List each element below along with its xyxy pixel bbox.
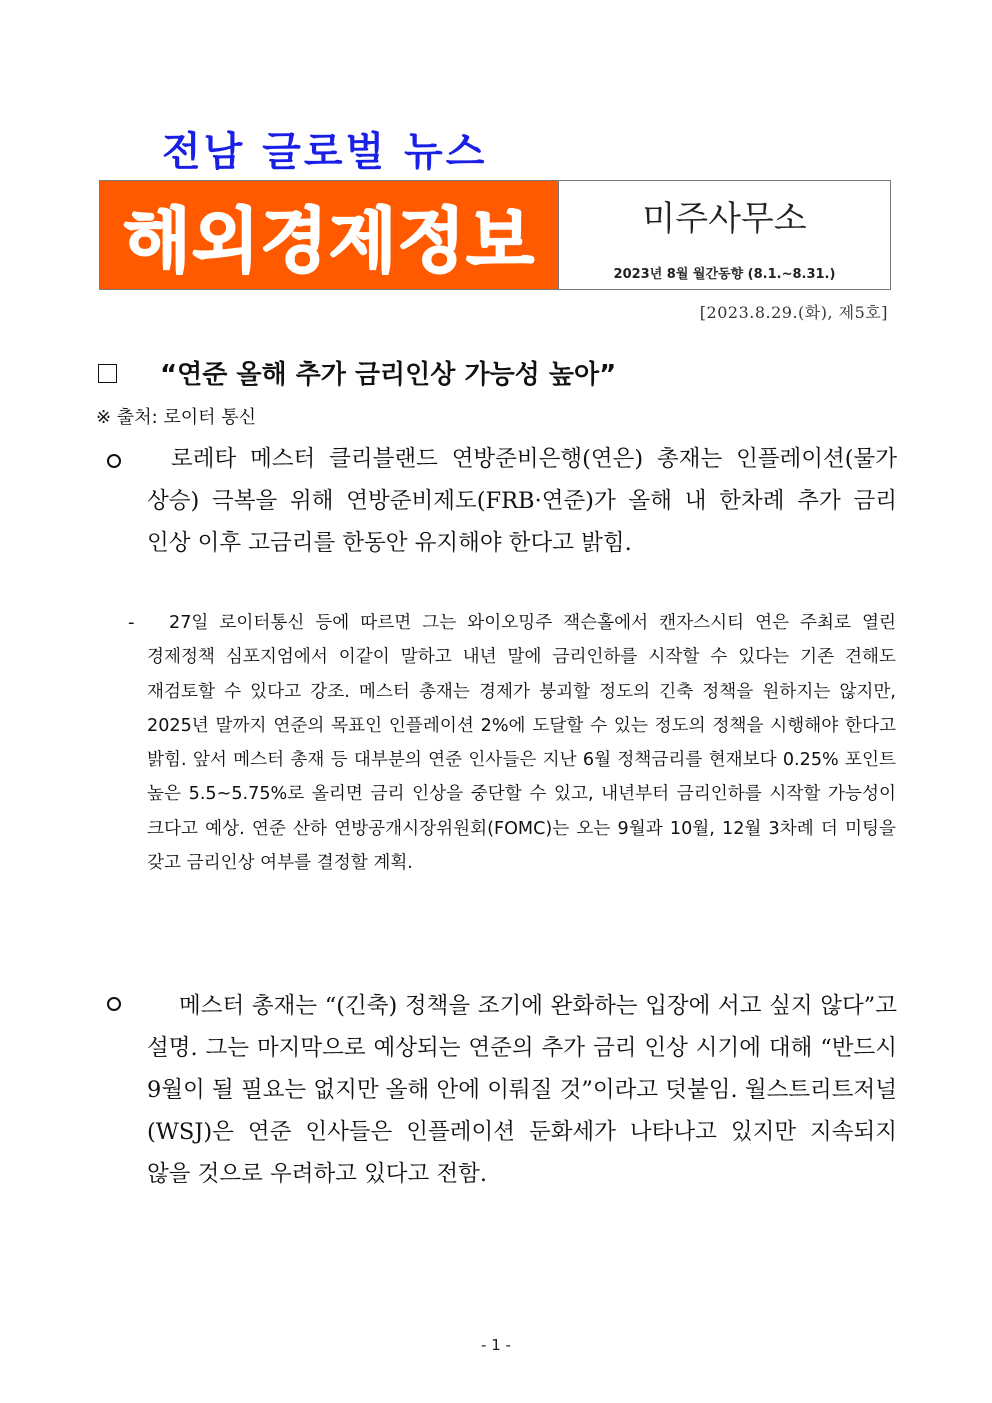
banner-title: 해외경제정보: [123, 199, 535, 282]
source-note: ※ 출처: 로이터 통신: [96, 407, 257, 428]
article-heading: [96, 355, 896, 395]
bullet-item: [105, 438, 897, 608]
report-period: 2023년 8월 월간동향 (8.1.~8.31.): [613, 267, 836, 282]
paragraph-text: 메스터 총재는 “(긴축) 정책을 조기에 완화하는 입장에 서고 싶지 않다”고 설명. 그는 마지막으로 예상되는 연준의 추가 금리 인상 시기에 대해 “반드시 9월이 될 필요는 없지만 올해 안에 이뤄질 것”이라고 덧붙임. 월스트리트저널(WSJ)은 연준 인사들은 인플레이션 둔화세가 나타나고 있지만 지속되지 않을 것으로 우려하고 있다고 전함.: [147, 993, 897, 1187]
circle-bullet-icon: [107, 454, 121, 468]
bullet-item: [105, 985, 897, 1225]
brand-title: 전남 글로벌 뉴스: [162, 129, 488, 175]
banner: [100, 181, 558, 289]
issue-info: [2023.8.29.(화), 제5호]: [699, 303, 888, 322]
page-number: - 1 -: [481, 1336, 511, 1354]
circle-bullet-icon: [107, 997, 121, 1011]
paragraph-text: 로레타 메스터 클리블랜드 연방준비은행(연은) 총재는 인플레이션(물가 상승) 극복을 위해 연방준비제도(FRB·연준)가 올해 내 한차례 추가 금리 인상 이후 고금리를 한동안 유지해야 한다고 밝힘.: [147, 446, 897, 556]
office-name: 미주사무소: [642, 199, 807, 239]
report-header: [99, 180, 891, 290]
article-title: “연준 올해 추가 금리인상 가능성 높아”: [160, 360, 617, 390]
dash-marker: -: [128, 612, 135, 633]
detail-text: 27일 로이터통신 등에 따르면 그는 와이오밍주 잭슨홀에서 캔자스시티 연은 주최로 열린 경제정책 심포지엄에서 이같이 말하고 내년 말에 금리인하를 시작할 수 있다는 기존 견해도 재검토할 수 있다고 강조. 메스터 총재는 경제가 붕괴할 정도의 긴축 정책을 원하지는 않지만, 2025년 말까지 연준의 목표인 인플레이션 2%에 도달할 수 있는 정도의 정책을 시행해야 한다고 밝힘. 앞서 메스터 총재 등 대부분의 연준 인사들은 지난 6월 정책금리를 현재보다 0.25% 포인트 높은 5.5~5.75%로 올리면 금리 인상을 중단할 수 있고, 내년부터 금리인하를 시작할 가능성이 크다고 예상. 연준 산하 연방공개시장위원회(FOMC)는 오는 9월과 10월, 12월 3차례 더 미팅을 갖고 금리인상 여부를 결정할 계획.: [147, 613, 896, 874]
office-panel: [558, 181, 890, 289]
square-bullet-icon: [98, 364, 117, 383]
